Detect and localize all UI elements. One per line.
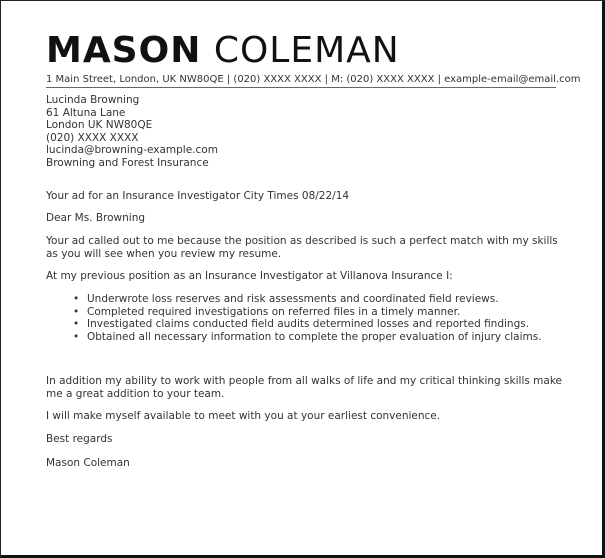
sender-first-name: MASON [46,30,202,71]
recipient-city: London UK NW80QE [46,119,153,131]
bullet-icon: • [73,305,80,318]
recipient-phone: (020) XXXX XXXX [46,131,139,144]
sender-last-name: COLEMAN [213,30,400,71]
bullet-icon: • [73,293,80,305]
sender-contact-line: 1 Main Street, London, UK NW80QE | (020) XXXX XXXX | M: (020) XXXX XXXX | example-email@email.com [46,74,581,85]
recipient-email: lucinda@browning-example.com [46,144,218,156]
recipient-company: Browning and Forest Insurance [46,156,209,169]
experience-intro-paragraph: At my previous position as an Insurance Investigator at Villanova Insurance I: [46,270,453,282]
job-reference-line: Your ad for an Insurance Investigator City Times 08/22/14 [46,190,350,202]
opening-paragraph: Your ad called out to me because the position as described is such a perfect match with my skills as you will see when you review my resume. [46,235,558,260]
sender-name [46,29,400,73]
header-divider [46,87,556,88]
bullet-icon: • [73,318,80,330]
experience-bullet-list [73,293,568,343]
bullet-icon: • [73,330,80,343]
recipient-street: 61 Altuna Lane [46,106,126,119]
closing: Best regards [46,433,113,445]
availability-paragraph: I will make myself available to meet with you at your earliest convenience. [46,410,441,422]
signature-name: Mason Coleman [46,457,130,469]
list-item [73,306,568,319]
list-item [73,318,568,331]
salutation: Dear Ms. Browning [46,212,146,224]
list-item [73,293,568,306]
bullet-text: Obtained all necessary information to complete the proper evaluation of injury claims. [87,330,542,343]
recipient-name: Lucinda Browning [46,94,140,106]
recipient-address-block [46,94,571,169]
skills-paragraph: In addition my ability to work with people from all walks of life and my critical thinking skills make me a great addition to your team. [46,375,562,400]
bullet-text: Underwrote loss reserves and risk assessments and coordinated field reviews. [87,293,499,305]
bullet-text: Completed required investigations on referred files in a timely manner. [87,305,461,318]
bullet-text: Investigated claims conducted field audits determined losses and reported findings. [87,318,530,330]
list-item [73,331,568,344]
